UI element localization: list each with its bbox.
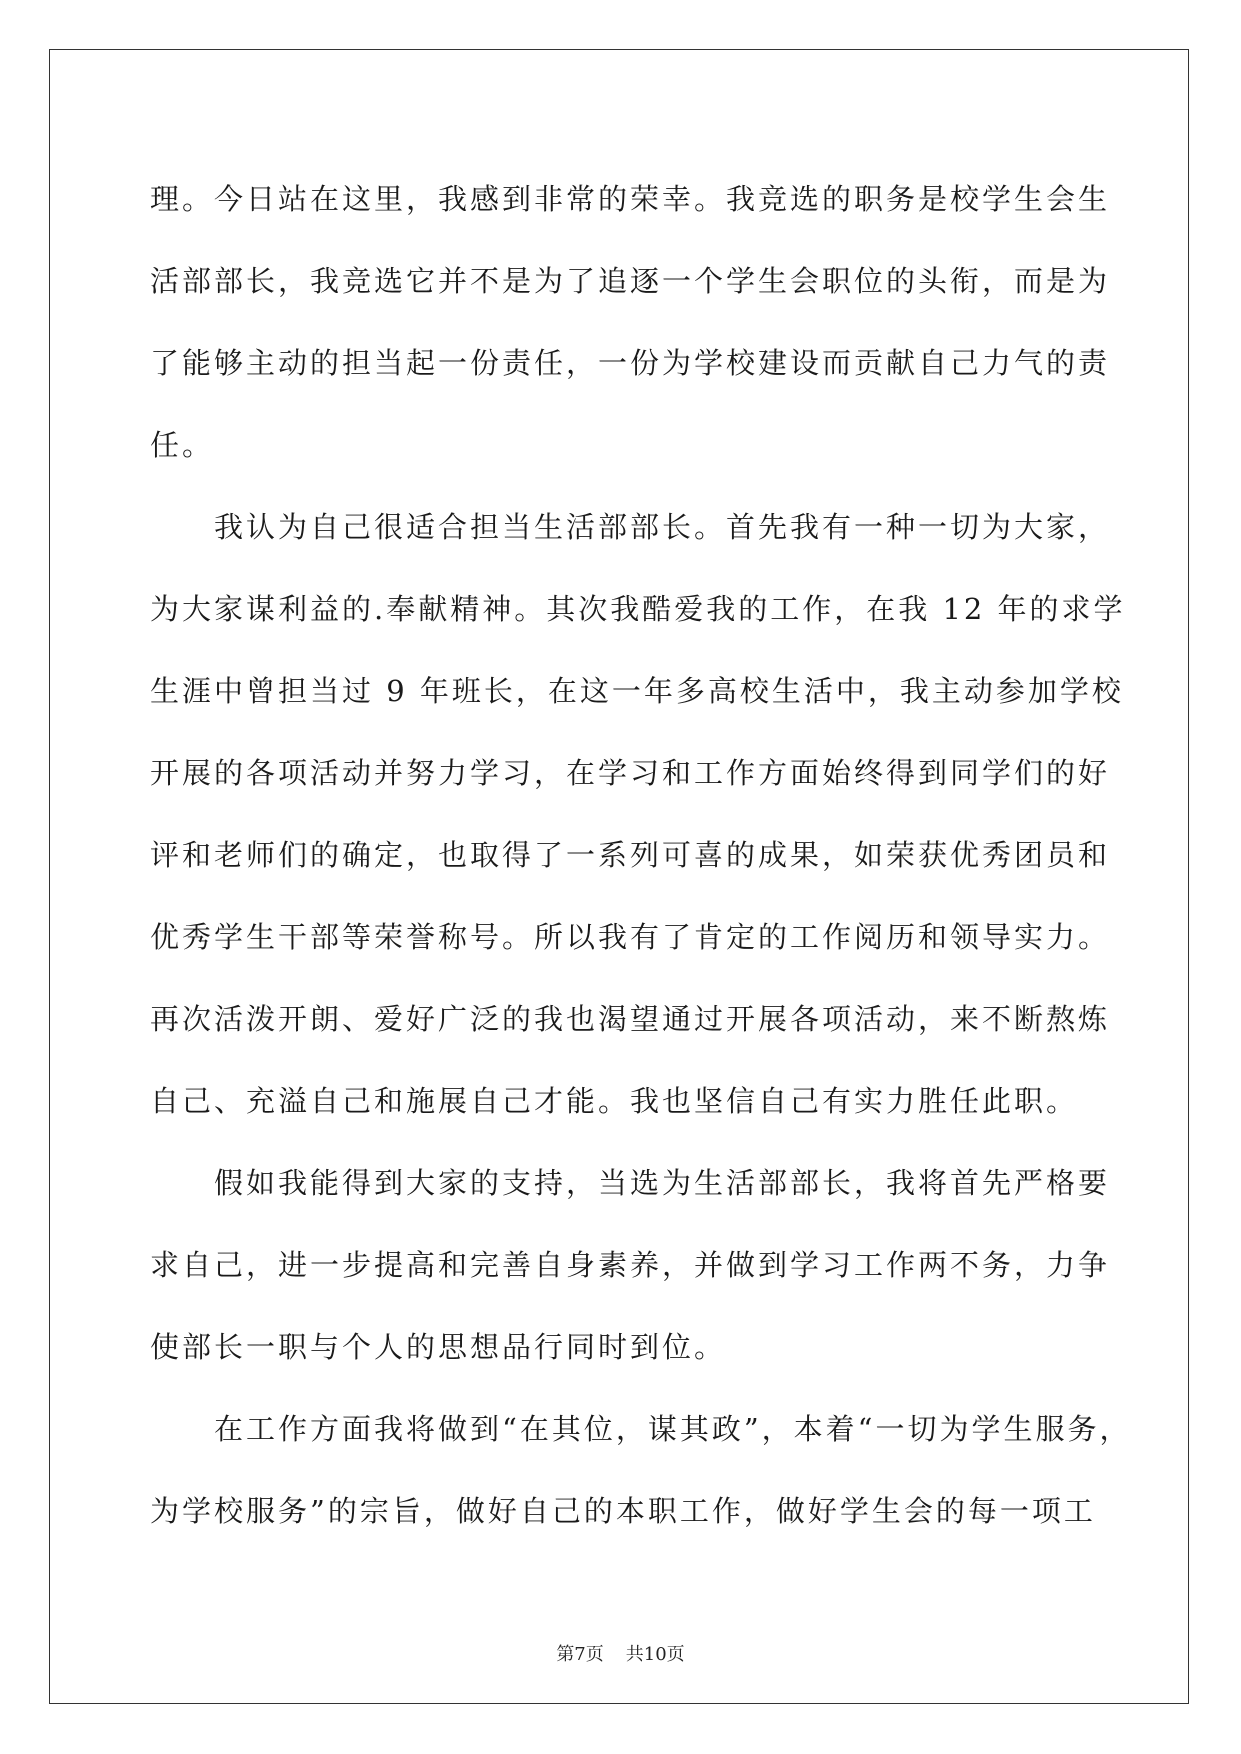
page-footer [0,1640,1241,1666]
text-line: 评和老师们的确定，也取得了一系列可喜的成果，如荣获优秀团员和 [150,838,1111,872]
page-total: 共10页 [625,1644,685,1665]
text-line: 为学校服务”的宗旨，做好自己的本职工作，做好学生会的每一项工 [150,1494,1096,1528]
text-line: 生涯中曾担当过 9 年班长，在这一年多高校生活中，我主动参加学校 [150,674,1124,708]
text-line: 优秀学生干部等荣誉称号。所以我有了肯定的工作阅历和领导实力。 [150,920,1111,954]
text-line: 假如我能得到大家的支持，当选为生活部部长，我将首先严格要 [150,1166,1111,1200]
text-line: 在工作方面我将做到“在其位，谋其政”，本着“一切为学生服务， [150,1412,1132,1446]
text-line: 求自己，进一步提高和完善自身素养，并做到学习工作两不务，力争 [150,1248,1111,1282]
text-line: 我认为自己很适合担当生活部部长。首先我有一种一切为大家， [150,510,1111,544]
text-line: 再次活泼开朗、爱好广泛的我也渴望通过开展各项活动，来不断熬炼 [150,1002,1111,1036]
text-line: 活部部长，我竞选它并不是为了追逐一个学生会职位的头衔，而是为 [150,264,1111,298]
page-number: 第7页 [556,1644,604,1665]
text-line: 任。 [150,428,215,462]
text-line: 开展的各项活动并努力学习，在学习和工作方面始终得到同学们的好 [150,756,1111,790]
text-line: 自己、充溢自己和施展自己才能。我也坚信自己有实力胜任此职。 [150,1084,1079,1118]
text-line: 为大家谋利益的.奉献精神。其次我酷爱我的工作，在我 12 年的求学 [150,592,1126,626]
text-line: 使部长一职与个人的思想品行同时到位。 [150,1330,727,1364]
text-line: 理。今日站在这里，我感到非常的荣幸。我竞选的职务是校学生会生 [150,182,1111,216]
document-body [150,158,1132,1552]
text-line: 了能够主动的担当起一份责任，一份为学校建设而贡献自己力气的责 [150,346,1111,380]
